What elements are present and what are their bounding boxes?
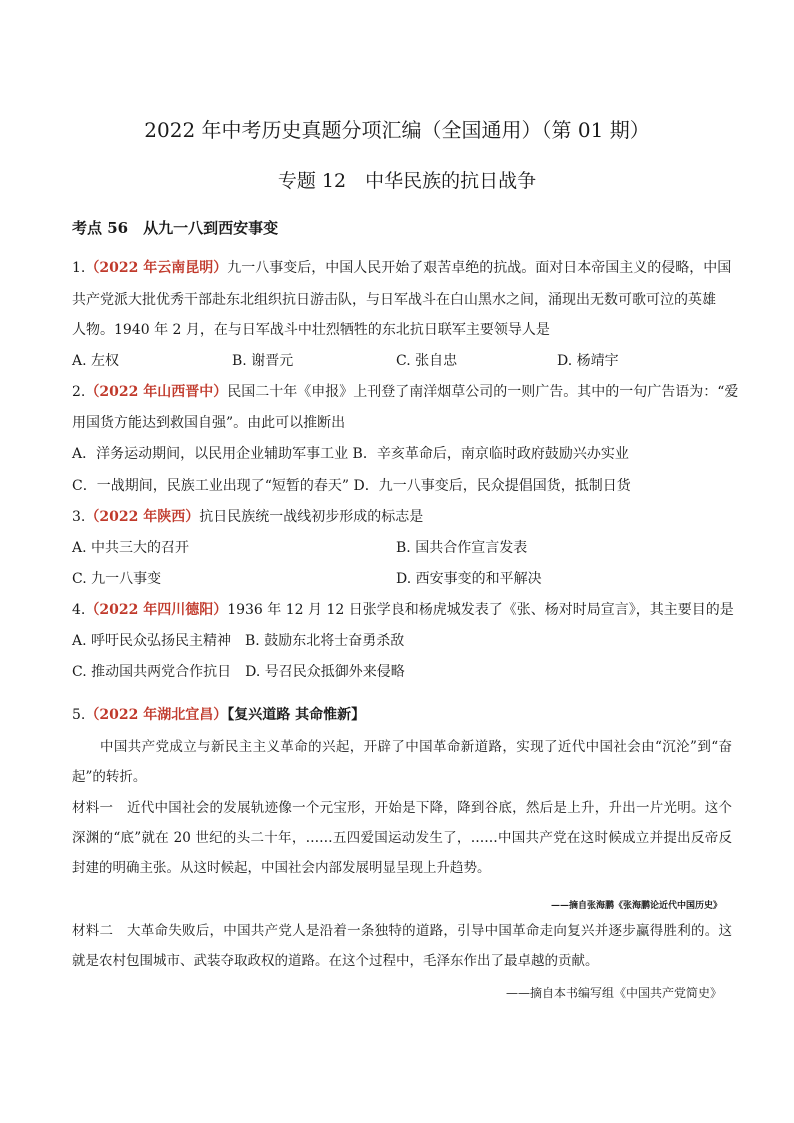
q5-source: （2022 年湖北宜昌） xyxy=(85,707,228,723)
q1-option-d: D. 杨靖宇 xyxy=(557,353,619,369)
q5-credit-1: ——摘自张海鹏《张海鹏论近代中国历史》 xyxy=(550,901,722,911)
q5-intro: 中国共产党成立与新民主主义革命的兴起，开辟了中国革命新道路，实现了近代中国社会由“沉沦”到“奋起”的转折。 xyxy=(72,739,732,785)
q3-option-d: D. 西安事变的和平解决 xyxy=(396,571,542,587)
q5-material-2: 材料二 大革命失败后，中国共产党人是沿着一条独特的道路，引导中国革命走向复兴并逐步赢得胜利的。这就是农村包围城市、武装夺取政权的道路。在这个过程中，毛泽东作出了最卓越的贡献。 xyxy=(72,923,732,969)
q5-material-1: 材料一 近代中国社会的发展轨迹像一个元宝形，开始是下降，降到谷底，然后是上升，升出一片光明。这个深渊的“底”就在 20 世纪的头二十年，……五四爱国运动发生了，……中国共产党在这时候成立并提出反帝反封建的明确主张。从这时候起，中国社会内部发展明显呈现上升趋势。 xyxy=(72,800,732,876)
q3-number: 3. xyxy=(72,509,86,525)
q2-line2: 用国货方能达到救国自强”。由此可以推断出 xyxy=(72,415,346,431)
q1-source: （2022 年云南昆明） xyxy=(85,260,228,276)
q5-number: 5. xyxy=(72,707,86,723)
q4-text-1: 1936 年 12 月 12 日张学良和杨虎城发表了《张、杨对时局宣言》，其主要目的是 xyxy=(227,602,734,618)
q5-credit-2: ——摘自本书编写组《中国共产党简史》 xyxy=(505,986,722,1000)
sub-title: 专题 12 中华民族的抗日战争 xyxy=(277,170,537,192)
q3-line1 xyxy=(72,507,734,527)
main-title: 2022 年中考历史真题分项汇编（全国通用）（第 01 期） xyxy=(144,118,650,142)
q3-option-b: B. 国共合作宣言发表 xyxy=(396,540,528,556)
q2-source: （2022 年山西晋中） xyxy=(85,384,228,400)
q1-number: 1. xyxy=(72,260,86,276)
q2-text-1: 民国二十年《申报》上刊登了南洋烟草公司的一则广告。其中的一句广告语为：“爱 xyxy=(227,384,739,400)
q1-option-a: A. 左权 xyxy=(72,353,120,369)
q4-options-ab: A. 呼吁民众弘扬民主精神 B. 鼓励东北将士奋勇杀敌 xyxy=(72,633,405,649)
q1-line2: 共产党派大批优秀干部赴东北组织抗日游击队，与日军战斗在白山黑水之间，涌现出无数可歌可泣的英雄 xyxy=(72,292,716,308)
q4-number: 4. xyxy=(72,602,86,618)
q3-source: （2022 年陕西） xyxy=(85,509,200,525)
q2-options-cd: C．一战期间，民族工业出现了“短暂的春天” D．九一八事变后，民众提倡国货，抵制日货 xyxy=(72,478,631,494)
q3-option-a: A. 中共三大的召开 xyxy=(72,540,190,556)
q4-options-cd: C. 推动国共两党合作抗日 D. 号召民众抵御外来侵略 xyxy=(72,664,405,680)
q1-text-1: 九一八事变后，中国人民开始了艰苦卓绝的抗战。面对日本帝国主义的侵略，中国 xyxy=(227,260,732,276)
q3-text-1: 抗日民族统一战线初步形成的标志是 xyxy=(199,509,424,525)
q2-options-ab: A．洋务运动期间，以民用企业辅助军事工业 B．辛亥革命后，南京临时政府鼓励兴办实业 xyxy=(72,446,629,462)
q5-line1 xyxy=(72,705,734,725)
q1-option-c: C. 张自忠 xyxy=(396,353,458,369)
q2-number: 2. xyxy=(72,384,86,400)
q1-line3: 人物。1940 年 2 月，在与日军战斗中壮烈牺牲的东北抗日联军主要领导人是 xyxy=(72,322,550,338)
section-heading: 考点 56 从九一八到西安事变 xyxy=(72,219,279,237)
q1-option-b: B. 谢晋元 xyxy=(232,353,294,369)
q5-tag: 【复兴道路 其命惟新】 xyxy=(227,707,366,723)
q4-line1 xyxy=(72,600,734,620)
q4-source: （2022 年四川德阳） xyxy=(85,602,228,618)
q1-line1 xyxy=(72,258,734,278)
q3-option-c: C. 九一八事变 xyxy=(72,571,162,587)
q2-line1 xyxy=(72,382,739,402)
